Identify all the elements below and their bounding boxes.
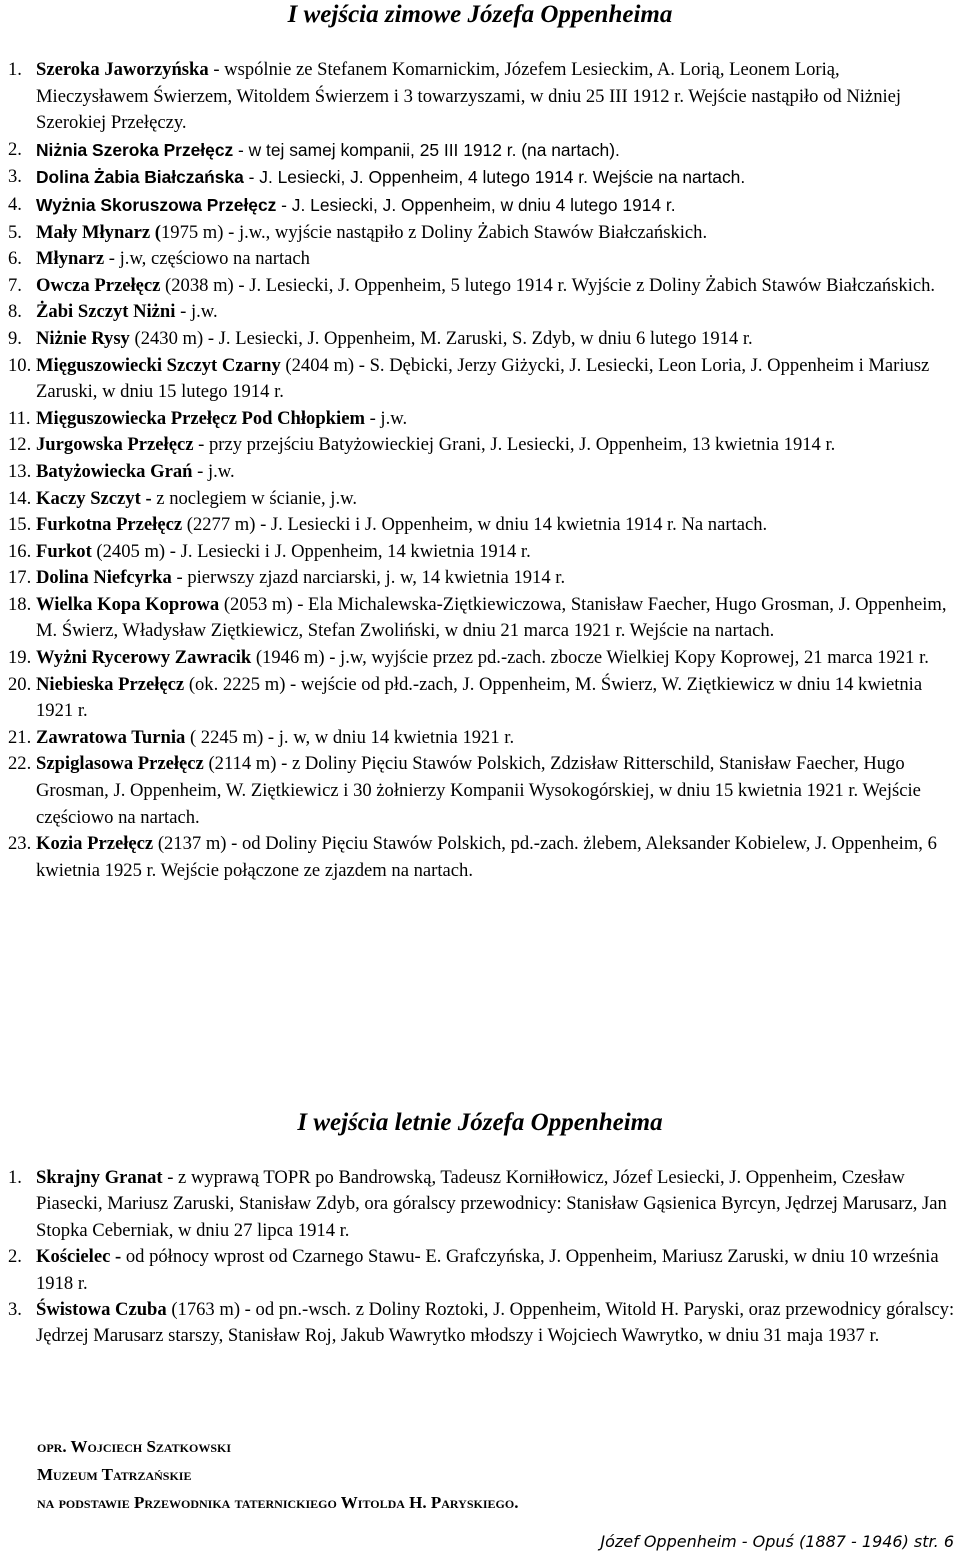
entry-number: 12. xyxy=(8,434,32,456)
credits-institution: Muzeum Tatrzańskie xyxy=(37,1465,192,1484)
credits-block xyxy=(37,1433,518,1517)
peak-name: Jurgowska Przełęcz xyxy=(36,434,194,456)
ascent-details: - j.w. xyxy=(192,460,235,482)
ascent-details: (2405 m) - J. Lesiecki i J. Oppenheim, 14 kwietnia 1914 r. xyxy=(91,540,531,562)
entry-number: 23. xyxy=(8,833,32,855)
winter-ascent-entry xyxy=(0,565,956,592)
entry-number: 5. xyxy=(8,221,22,243)
peak-name: Szeroka Jaworzyńska xyxy=(36,59,209,80)
ascent-details: (2277 m) - J. Lesiecki i J. Oppenheim, w dniu 14 kwietnia 1914 r. Na nartach. xyxy=(182,514,768,536)
summer-ascent-entry xyxy=(0,1244,956,1297)
ascent-details: - wspólnie ze Stefanem Komarnickim, Józefem Lesieckim, A. Lorią, Leonem Lorią, Mieczysławem Świerzem, Witoldem Świerzem i 3 towarzyszami, w dniu 25 III 1912 r. Wejście nastąpiło od Niżniej Szerokiej Przełęczy. xyxy=(36,59,902,134)
entry-number: 1. xyxy=(8,1167,22,1188)
peak-name: Zawratowa Turnia xyxy=(36,726,186,748)
ascent-details: (2137 m) - od Doliny Pięciu Stawów Polskich, pd.-zach. żlebem, Aleksander Kobielew, J. Oppenheim, 6 kwietnia 1925 r. Wejście połączone ze zjazdem na nartach. xyxy=(36,833,937,881)
peak-name: Niżnie Rysy xyxy=(36,327,130,349)
ascent-details: - J. Lesiecki, J. Oppenheim, w dniu 4 lutego 1914 r. xyxy=(276,194,676,215)
entry-number: 15. xyxy=(8,514,32,536)
credits-source: na podstawie Przewodnika taternickiego Witolda H. Paryskiego. xyxy=(37,1493,519,1512)
peak-name: Kościelec - xyxy=(36,1246,122,1268)
entry-number: 21. xyxy=(8,726,32,748)
peak-name: Mięguszowiecki Szczyt Czarny xyxy=(36,354,281,376)
winter-ascent-entry xyxy=(0,273,956,300)
winter-ascent-entry xyxy=(0,486,956,513)
peak-name: Wyżni Rycerowy Zawracik xyxy=(36,647,252,669)
peak-name: Furkot xyxy=(36,540,92,562)
peak-name: Niebieska Przełęcz xyxy=(36,673,185,695)
entry-number: 2. xyxy=(8,138,22,160)
ascent-details: - J. Lesiecki, J. Oppenheim, 4 lutego 1914 r. Wejście na nartach. xyxy=(243,167,746,188)
entry-number: 18. xyxy=(8,593,32,615)
peak-name: Owcza Przełęcz xyxy=(36,274,161,296)
winter-ascent-entry xyxy=(0,725,956,752)
ascent-details: (2430 m) - J. Lesiecki, J. Oppenheim, M. Zaruski, S. Zdyb, w dniu 6 lutego 1914 r. xyxy=(129,327,753,349)
winter-ascent-entry xyxy=(0,459,956,486)
entry-number: 17. xyxy=(8,567,32,589)
winter-ascent-entry xyxy=(0,220,956,247)
summer-ascent-entry xyxy=(0,1165,956,1244)
peak-name: Niżnia Szeroka Przełęcz xyxy=(36,139,234,160)
winter-ascents-list xyxy=(0,57,956,884)
entry-number: 19. xyxy=(8,647,32,669)
entry-number: 14. xyxy=(8,487,32,509)
entry-number: 9. xyxy=(8,327,22,349)
peak-name: Mięguszowiecka Przełęcz Pod Chłopkiem xyxy=(36,407,365,429)
winter-ascent-entry xyxy=(0,164,956,192)
ascent-details: (2053 m) - Ela Michalewska-Ziętkiewiczowa, Stanisław Faecher, Hugo Grosman, J. Oppenheim, M. Świerz, Władysław Ziętkiewicz, Stefan Zwoliński, w dniu 21 marca 1921 r. Wejście na nartach. xyxy=(36,593,947,642)
ascent-details: - w tej samej kompanii, 25 III 1912 r. (na nartach). xyxy=(233,139,620,160)
winter-ascent-entry xyxy=(0,432,956,459)
ascent-details: - pierwszy zjazd narciarski, j. w, 14 kwietnia 1914 r. xyxy=(171,567,566,589)
entry-number: 2. xyxy=(8,1246,22,1268)
peak-name: Mały Młynarz ( xyxy=(36,221,161,243)
ascent-details: (2404 m) - S. Dębicki, Jerzy Giżycki, J. Lesiecki, Leon Loria, J. Oppenheim i Mariusz Zaruski, w dniu 15 lutego 1914 r. xyxy=(36,354,930,403)
ascent-details: (2038 m) - J. Lesiecki, J. Oppenheim, 5 lutego 1914 r. Wyjście z Doliny Żabich Stawów Białczańskich. xyxy=(160,274,936,296)
entry-number: 7. xyxy=(8,274,22,296)
winter-ascent-entry xyxy=(0,299,956,326)
winter-ascent-entry xyxy=(0,353,956,406)
peak-name: Młynarz xyxy=(36,248,105,270)
summer-ascents-heading: I wejścia letnie Józefa Oppenheima xyxy=(297,1109,663,1136)
peak-name: Batyżowiecka Grań xyxy=(36,460,193,482)
winter-ascent-entry xyxy=(0,592,956,645)
winter-ascent-entry xyxy=(0,57,956,137)
entry-number: 4. xyxy=(8,193,22,215)
winter-ascents-heading: I wejścia zimowe Józefa Oppenheima xyxy=(287,1,673,28)
winter-ascent-entry xyxy=(0,539,956,566)
peak-name: Wyżnia Skoruszowa Przełęcz xyxy=(36,194,277,215)
ascent-details: - j.w, częściowo na nartach xyxy=(104,248,310,270)
peak-name: Wielka Kopa Koprowa xyxy=(36,593,220,615)
winter-ascent-entry xyxy=(0,831,956,884)
entry-number: 13. xyxy=(8,460,32,482)
ascent-details: (2114 m) - z Doliny Pięciu Stawów Polskich, Zdzisław Ritterschild, Stanisław Faecher, Hugo Grosman, J. Oppenheim, W. Ziętkiewicz i 30 żołnierzy Kompanii Wysokogórskiej, w dniu 15 kwietnia 1921 r. Wejście częściowo na nartach. xyxy=(36,753,921,828)
winter-ascent-entry xyxy=(0,326,956,353)
winter-ascent-entry xyxy=(0,246,956,273)
peak-name: Skrajny Granat xyxy=(36,1167,163,1188)
winter-ascent-entry xyxy=(0,751,956,831)
ascent-details: od północy wprost od Czarnego Stawu- E. Grafczyńska, J. Oppenheim, Mariusz Zaruski, w dniu 10 września 1918 r. xyxy=(36,1246,939,1294)
ascent-details: (ok. 2225 m) - wejście od płd.-zach, J. Oppenheim, M. Świerz, W. Ziętkiewicz w dniu 14 kwietnia 1921 r. xyxy=(36,673,923,722)
peak-name: Szpiglasowa Przełęcz xyxy=(36,753,204,775)
winter-ascent-entry xyxy=(0,512,956,539)
peak-name: Furkotna Przełęcz xyxy=(36,514,183,536)
peak-name: Żabi Szczyt Niżni xyxy=(36,301,176,323)
entry-number: 6. xyxy=(8,248,22,270)
summer-ascent-entry xyxy=(0,1297,956,1350)
credits-author: opr. Wojciech Szatkowski xyxy=(37,1437,232,1456)
winter-ascent-entry xyxy=(0,645,956,672)
ascent-details: - przy przejściu Batyżowieckiej Grani, J. Lesiecki, J. Oppenheim, 13 kwietnia 1914 r. xyxy=(193,434,836,456)
ascent-details: (1946 m) - j.w, wyjście przez pd.-zach. zbocze Wielkiej Kopy Koprowej, 21 marca 1921 r. xyxy=(251,647,929,669)
winter-ascent-entry xyxy=(0,672,956,725)
peak-name: Kaczy Szczyt - xyxy=(36,487,152,509)
ascent-details: - j.w. xyxy=(364,407,408,429)
entry-number: 20. xyxy=(8,673,32,695)
page-footer: Józef Oppenheim - Opuś (1887 - 1946) str. 6 xyxy=(600,1532,954,1551)
winter-ascent-entry xyxy=(0,137,956,165)
entry-number: 22. xyxy=(8,753,32,775)
summer-ascents-list xyxy=(0,1165,956,1350)
entry-number: 16. xyxy=(8,540,32,562)
ascent-details: - z wyprawą TOPR po Bandrowską, Tadeusz Korniłłowicz, Józef Lesiecki, J. Oppenheim, Czesław Piasecki, Mariusz Zaruski, Stanisław Zdyb, ora góralscy przewodnicy: Stanisław Gąsienica Byrcyn, Jędrzej Marusarz, Jan Stopka Ceberniak, w dniu 27 lipca 1914 r. xyxy=(36,1167,947,1241)
ascent-details: ( 2245 m) - j. w, w dniu 14 kwietnia 1921 r. xyxy=(185,726,515,748)
entry-number: 3. xyxy=(8,1299,22,1321)
peak-name: Kozia Przełęcz xyxy=(36,833,154,855)
ascent-details: (1763 m) - od pn.-wsch. z Doliny Roztoki, J. Oppenheim, Witold H. Paryski, oraz przewodnicy góralscy: Jędrzej Marusarz starszy, Stanisław Roj, Jakub Wawrytko młodszy i Wojciech Wawrytko, w dniu 31 maja 1937 r. xyxy=(36,1299,955,1347)
peak-name: Dolina Niefcyrka xyxy=(36,567,172,589)
entry-number: 8. xyxy=(8,301,22,323)
ascent-details: z noclegiem w ścianie, j.w. xyxy=(151,487,357,509)
entry-number: 11. xyxy=(8,407,31,429)
ascent-details: - j.w. xyxy=(175,301,218,323)
entry-number: 10. xyxy=(8,354,32,376)
peak-name: Świstowa Czuba xyxy=(36,1299,167,1321)
winter-ascent-entry xyxy=(0,406,956,433)
ascent-details: 1975 m) - j.w., wyjście nastąpiło z Doliny Żabich Stawów Białczańskich. xyxy=(160,221,708,243)
entry-number: 1. xyxy=(8,59,22,80)
winter-ascent-entry xyxy=(0,192,956,220)
entry-number: 3. xyxy=(8,166,22,188)
peak-name: Dolina Żabia Białczańska xyxy=(36,167,244,188)
